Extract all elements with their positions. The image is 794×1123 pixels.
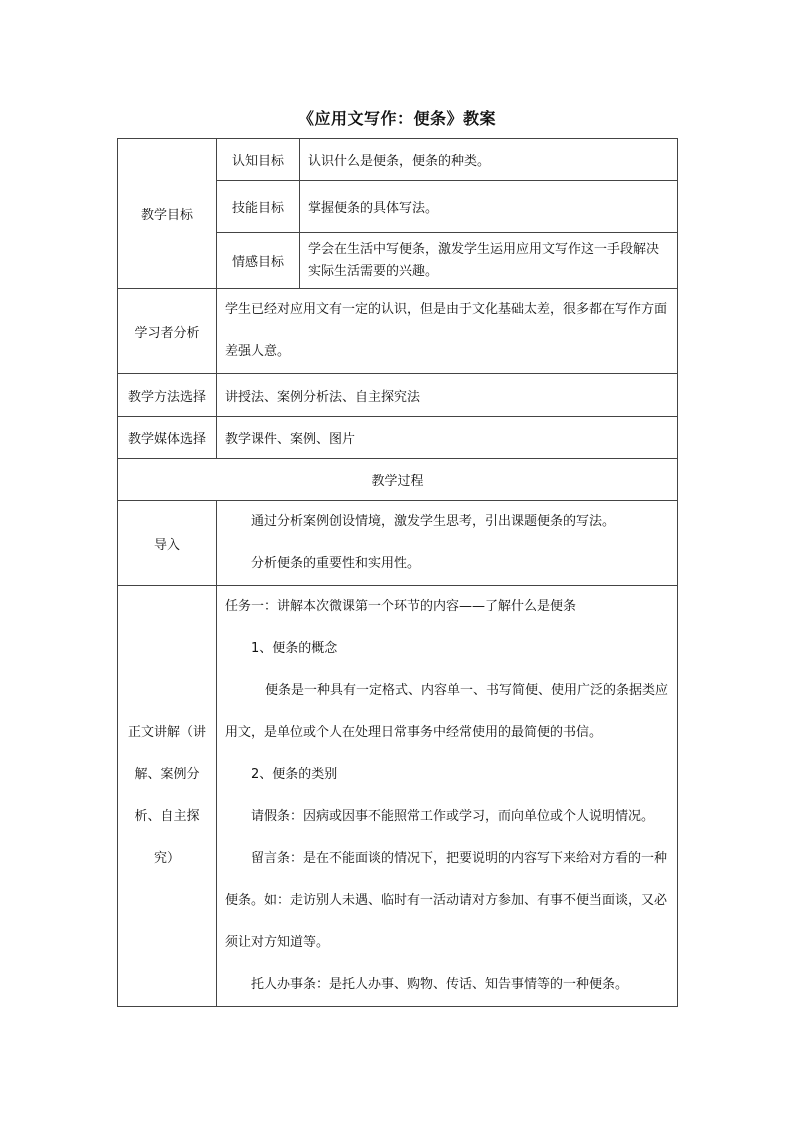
media-label: 教学媒体选择 [118,417,217,459]
lesson-plan-table [117,138,678,1007]
type-item: 托人办事条：是托人办事、购物、传话、知告事情等的一种便条。 [251,977,629,992]
objective-content: 认识什么是便条，便条的种类。 [300,139,678,181]
objective-name: 技能目标 [217,181,300,233]
type-item: 请假条：因病或因事不能照常工作或学习，而向单位或个人说明情况。 [251,809,655,824]
media-row [118,417,678,459]
method-label: 教学方法选择 [118,374,217,417]
main-row [118,586,678,1007]
objective-name: 认知目标 [217,139,300,181]
types-heading: 2、便条的类别 [251,767,338,782]
type-item: 留言条：是在不能面谈的情况下，把要说明的内容写下来给对方看的一种便条。如：走访别人未遇、临时有一活动请对方参加、有事不便当面谈，又必须让对方知道等。 [225,851,668,950]
document-title: 《应用文写作：便条》教案 [297,109,496,128]
process-header-row [118,459,678,501]
intro-line: 分析便条的重要性和实用性。 [251,556,421,571]
objectives-label: 教学目标 [118,139,217,289]
learner-content: 学生已经对应用文有一定的认识，但是由于文化基础太差，很多都在写作方面差强人意。 [217,289,678,374]
objective-name: 情感目标 [217,233,300,289]
main-content [217,586,678,1007]
task-line: 任务一：讲解本次微课第一个环节的内容——了解什么是便条 [225,599,577,614]
method-content: 讲授法、案例分析法、自主探究法 [217,374,678,417]
intro-row [118,501,678,586]
media-content: 教学课件、案例、图片 [217,417,678,459]
concept-heading: 1、便条的概念 [251,641,338,656]
objective-row-cognitive [118,139,678,181]
intro-label: 导入 [118,501,217,586]
intro-content [217,501,678,586]
objective-content: 掌握便条的具体写法。 [300,181,678,233]
learner-label: 学习者分析 [118,289,217,374]
process-header: 教学过程 [118,459,678,501]
concept-text: 便条是一种具有一定格式、内容单一、书写简便、使用广泛的条据类应用文，是单位或个人在处理日常事务中经常使用的最简便的书信。 [225,683,669,740]
intro-line: 通过分析案例创设情境，激发学生思考，引出课题便条的写法。 [251,514,616,529]
objective-content: 学会在生活中写便条，激发学生运用应用文写作这一手段解决实际生活需要的兴趣。 [300,233,678,289]
method-row [118,374,678,417]
main-label: 正文讲解（讲解、案例分析、自主探究） [118,586,217,1007]
learner-row [118,289,678,374]
